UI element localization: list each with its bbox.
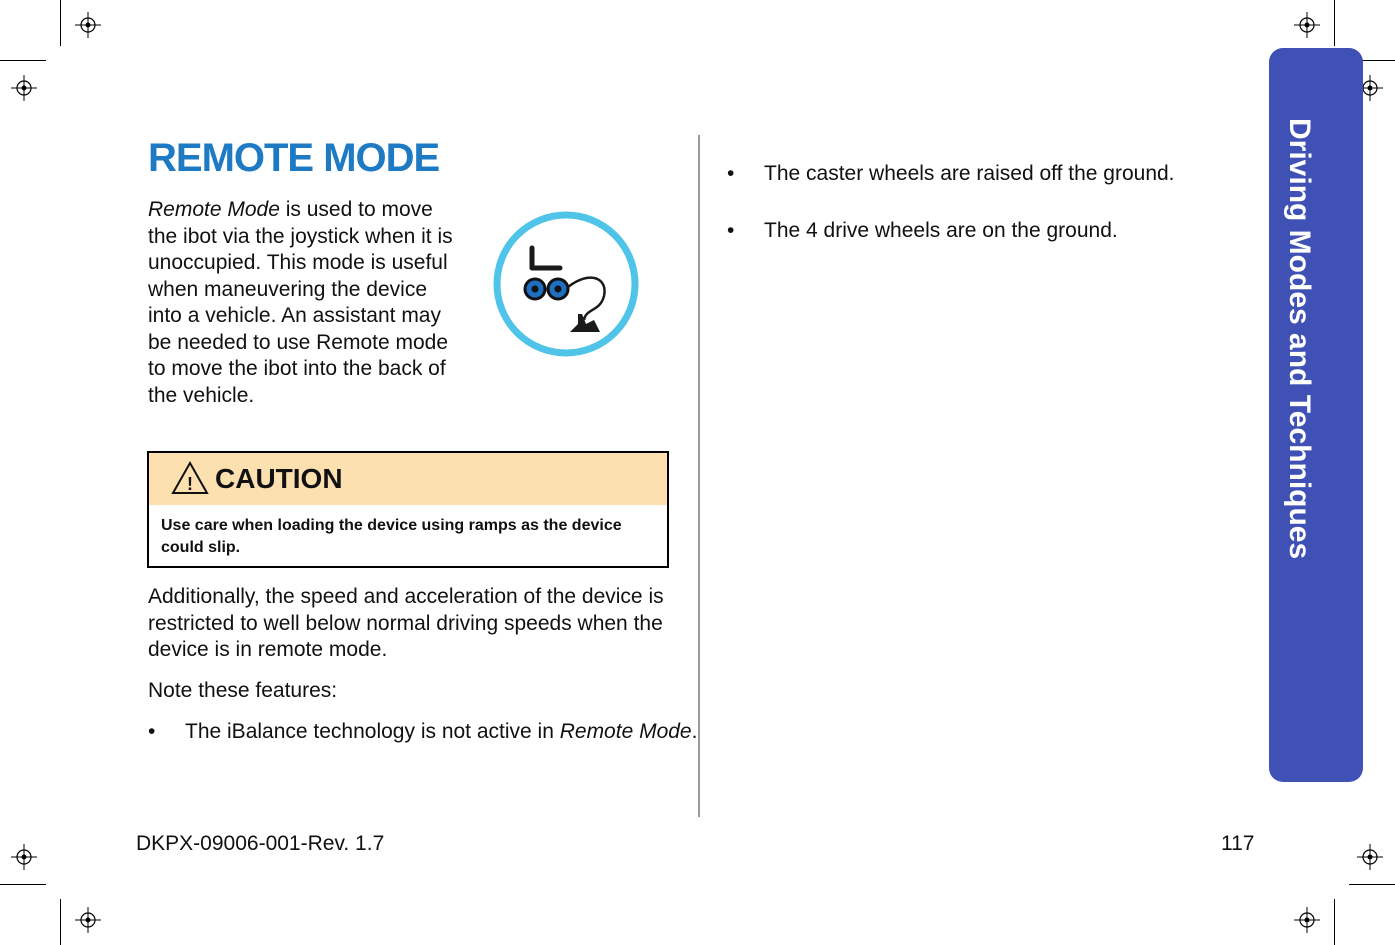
list-item	[148, 719, 715, 746]
registration-mark-icon	[1294, 907, 1320, 933]
bullet-suffix: .	[691, 720, 698, 743]
crop-mark	[1334, 899, 1335, 945]
chapter-tab-label: Driving Modes and Techniques	[1283, 118, 1316, 560]
bullet-text: The iBalance technology is not active in	[185, 720, 560, 743]
registration-mark-icon	[75, 907, 101, 933]
bullet-marker: •	[148, 720, 156, 743]
registration-mark-icon	[1357, 844, 1383, 870]
bullet-text: The 4 drive wheels are on the ground.	[764, 219, 1118, 242]
caution-box	[147, 451, 669, 568]
caution-label: CAUTION	[215, 463, 343, 494]
intro-term: Remote Mode	[148, 198, 280, 221]
list-item	[727, 161, 1284, 188]
bullet-marker: •	[727, 219, 735, 242]
crop-mark	[60, 0, 61, 46]
caution-text: Use care when loading the device using ramps as the device could slip.	[161, 517, 622, 556]
speed-paragraph: Additionally, the speed and acceleration of the device is restricted to well below normal driving speeds when the device is in remote mode.	[148, 585, 664, 661]
registration-mark-icon	[11, 75, 37, 101]
page-number: 117	[1221, 832, 1255, 855]
column-divider	[698, 135, 700, 817]
registration-mark-icon	[75, 12, 101, 38]
bullet-term: Remote Mode	[559, 720, 692, 743]
remote-mode-icon	[490, 208, 642, 360]
intro-text: is used to move the ibot via the joystick when it is unoccupied. This mode is useful when maneuvering the device into a vehicle. An assistant may be needed to use Remote mode to move the ibot into the back of the vehicle.	[148, 198, 453, 407]
crop-mark	[0, 60, 46, 61]
crop-mark	[0, 884, 46, 885]
caution-header	[149, 453, 667, 505]
registration-mark-icon	[11, 844, 37, 870]
list-item	[727, 218, 1284, 245]
registration-mark-icon	[1294, 12, 1320, 38]
crop-mark	[60, 899, 61, 945]
section-title: REMOTE MODE	[148, 136, 440, 180]
document-id: DKPX-09006-001-Rev. 1.7	[136, 832, 385, 855]
warning-symbol: !	[187, 474, 193, 494]
crop-mark	[1349, 884, 1395, 885]
crop-mark	[1334, 0, 1335, 46]
bullet-marker: •	[727, 161, 735, 185]
bullet-text: The caster wheels are raised off the ground.	[764, 161, 1175, 185]
features-intro: Note these features:	[148, 679, 338, 702]
warning-triangle-icon	[171, 461, 209, 495]
